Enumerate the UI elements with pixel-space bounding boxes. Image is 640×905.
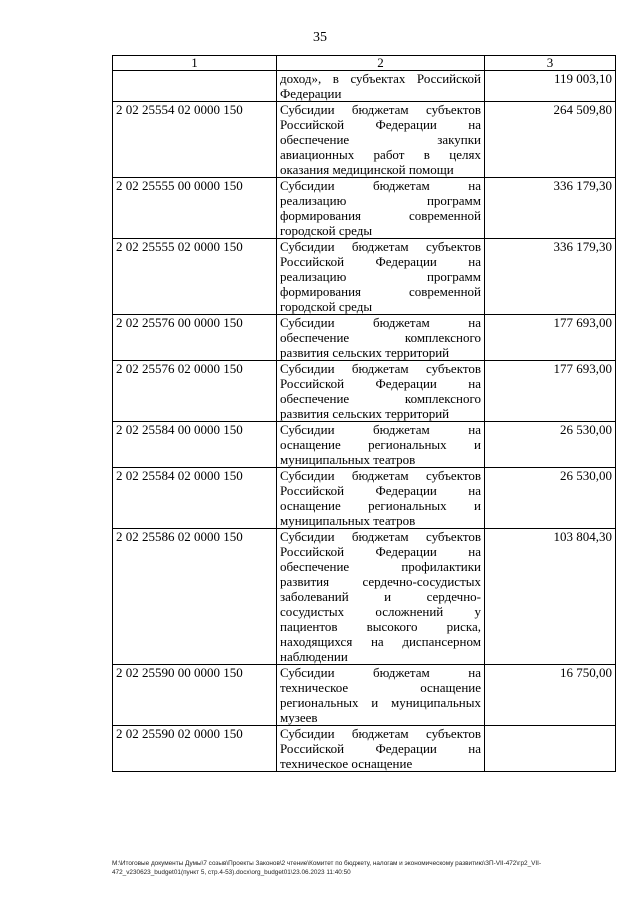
- description-cell: [277, 102, 485, 178]
- amount-cell: 26 530,00: [485, 422, 616, 468]
- table-row: [113, 422, 616, 468]
- table-row: [113, 71, 616, 102]
- description-line: сосудистых осложнений у: [280, 604, 481, 619]
- description-line: муниципальных театров: [280, 452, 416, 467]
- description-line: оказания медицинской помощи: [280, 162, 454, 177]
- table-row: [113, 102, 616, 178]
- budget-code-cell: 2 02 25584 00 0000 150: [113, 422, 277, 468]
- description-cell: [277, 361, 485, 422]
- description-line: региональных и муниципальных: [280, 695, 481, 710]
- description-cell: [277, 239, 485, 315]
- budget-table: [112, 55, 616, 772]
- budget-code-cell: 2 02 25590 00 0000 150: [113, 665, 277, 726]
- description-line: пациентов высокого риска,: [280, 619, 481, 634]
- description-line: находящихся на диспансерном: [280, 634, 481, 649]
- table-body: [113, 71, 616, 772]
- description-line: Российской Федерации на: [280, 376, 481, 391]
- description-line: наблюдении: [280, 649, 348, 664]
- table-row: [113, 239, 616, 315]
- description-line: доход», в субъектах Российской: [280, 71, 481, 86]
- description-line: Субсидии бюджетам субъектов: [280, 102, 481, 117]
- column-header-2: 2: [277, 56, 485, 71]
- page-number: 35: [313, 30, 327, 45]
- column-header-3: 3: [485, 56, 616, 71]
- amount-cell: 103 804,30: [485, 529, 616, 665]
- description-line: музеев: [280, 710, 318, 725]
- description-line: авиационных работ в целях: [280, 147, 481, 162]
- budget-code-cell: 2 02 25554 02 0000 150: [113, 102, 277, 178]
- budget-code-cell: 2 02 25555 00 0000 150: [113, 178, 277, 239]
- amount-cell: 26 530,00: [485, 468, 616, 529]
- table-row: [113, 665, 616, 726]
- description-cell: [277, 468, 485, 529]
- amount-cell: 336 179,30: [485, 239, 616, 315]
- amount-cell: 336 179,30: [485, 178, 616, 239]
- column-header-1: 1: [113, 56, 277, 71]
- table-row: [113, 529, 616, 665]
- description-line: техническое оснащение: [280, 680, 481, 695]
- description-line: обеспечение закупки: [280, 132, 481, 147]
- budget-code-cell: 2 02 25586 02 0000 150: [113, 529, 277, 665]
- description-line: Российской Федерации на: [280, 544, 481, 559]
- budget-code-cell: 2 02 25576 02 0000 150: [113, 361, 277, 422]
- table-row: [113, 468, 616, 529]
- amount-cell: 119 003,10: [485, 71, 616, 102]
- description-line: Российской Федерации на: [280, 117, 481, 132]
- description-line: развития сердечно-сосудистых: [280, 574, 481, 589]
- description-line: городской среды: [280, 223, 373, 238]
- amount-cell: [485, 726, 616, 772]
- description-line: муниципальных театров: [280, 513, 416, 528]
- table-row: [113, 726, 616, 772]
- description-line: оснащение региональных и: [280, 437, 481, 452]
- description-cell: [277, 422, 485, 468]
- table-row: [113, 315, 616, 361]
- description-line: Российской Федерации на: [280, 741, 481, 756]
- description-line: Субсидии бюджетам субъектов: [280, 726, 481, 741]
- description-line: реализацию программ: [280, 193, 481, 208]
- description-cell: [277, 726, 485, 772]
- table-header-row: [113, 56, 616, 71]
- description-line: обеспечение комплексного: [280, 391, 481, 406]
- budget-code-cell: 2 02 25590 02 0000 150: [113, 726, 277, 772]
- description-cell: [277, 665, 485, 726]
- description-line: заболеваний и сердечно-: [280, 589, 481, 604]
- description-cell: [277, 71, 485, 102]
- description-line: обеспечение комплексного: [280, 330, 481, 345]
- description-line: Российской Федерации на: [280, 254, 481, 269]
- description-line: техническое оснащение: [280, 756, 413, 771]
- description-line: обеспечение профилактики: [280, 559, 481, 574]
- description-line: Субсидии бюджетам на: [280, 315, 481, 330]
- description-line: городской среды: [280, 299, 373, 314]
- table-row: [113, 178, 616, 239]
- description-cell: [277, 529, 485, 665]
- description-line: Федерации: [280, 86, 342, 101]
- budget-code-cell: 2 02 25576 00 0000 150: [113, 315, 277, 361]
- description-line: Субсидии бюджетам субъектов: [280, 239, 481, 254]
- budget-code-cell: 2 02 25584 02 0000 150: [113, 468, 277, 529]
- amount-cell: 16 750,00: [485, 665, 616, 726]
- description-cell: [277, 178, 485, 239]
- description-line: развития сельских территорий: [280, 406, 450, 421]
- budget-code-cell: [113, 71, 277, 102]
- description-line: развития сельских территорий: [280, 345, 450, 360]
- description-cell: [277, 315, 485, 361]
- description-line: оснащение региональных и: [280, 498, 481, 513]
- description-line: формирования современной: [280, 284, 481, 299]
- description-line: реализацию программ: [280, 269, 481, 284]
- amount-cell: 177 693,00: [485, 361, 616, 422]
- description-line: Субсидии бюджетам субъектов: [280, 361, 481, 376]
- table-row: [113, 361, 616, 422]
- description-line: Субсидии бюджетам на: [280, 665, 481, 680]
- description-line: Субсидии бюджетам на: [280, 178, 481, 193]
- budget-code-cell: 2 02 25555 02 0000 150: [113, 239, 277, 315]
- description-line: Российской Федерации на: [280, 483, 481, 498]
- description-line: Субсидии бюджетам на: [280, 422, 481, 437]
- description-line: формирования современной: [280, 208, 481, 223]
- amount-cell: 264 509,80: [485, 102, 616, 178]
- description-line: Субсидии бюджетам субъектов: [280, 529, 481, 544]
- footer-file-path: M:\Итоговые документы Думы\7 созыв\Проекты Законов\2 чтение\Комитет по бюджету, налогам и экономическому развитию\ЗП-VII-472\гр2_VII-472_v230623_budget01(пункт 5, стр.4-53).docx\org_budget01\23.06.2023 11:40:50: [112, 860, 542, 876]
- description-line: Субсидии бюджетам субъектов: [280, 468, 481, 483]
- amount-cell: 177 693,00: [485, 315, 616, 361]
